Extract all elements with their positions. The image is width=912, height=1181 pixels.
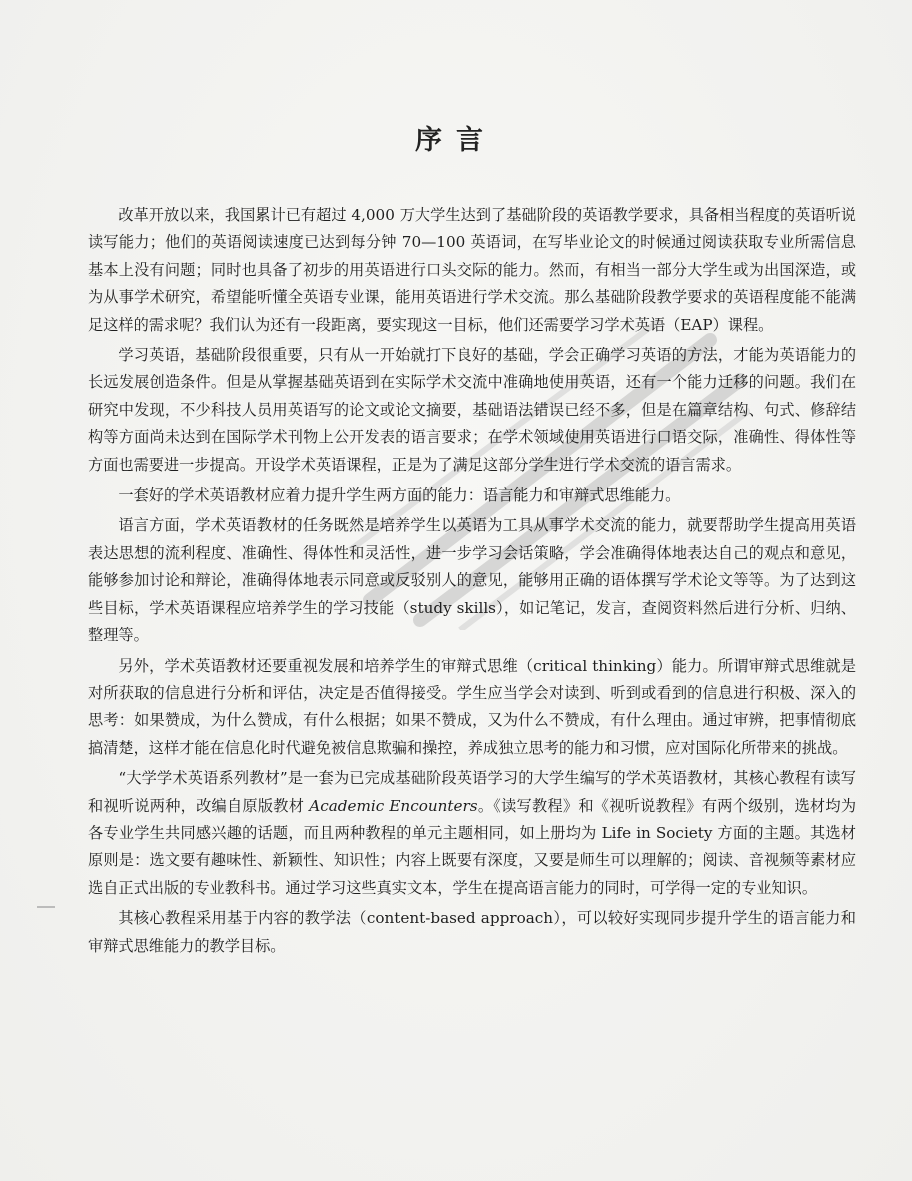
- paragraph: 改革开放以来，我国累计已有超过 4,000 万大学生达到了基础阶段的英语教学要求，具备相当程度的英语听说读写能力；他们的英语阅读速度已达到每分钟 70—100 英语词，在写毕业论文的时候通过阅读获取专业所需信息基本上没有问题；同时也具备了初步的用英语进行口头交际的能力。然而，有相当一部分大学生或为出国深造，或为从事学术研究，希望能听懂全英语专业课，能用英语进行学术交流。那么基础阶段教学要求的英语程度能不能满足这样的需求呢？我们认为还有一段距离，要实现这一目标，他们还需要学习学术英语（EAP）课程。: [88, 206, 856, 334]
- book-title-italic: Academic Encounters: [309, 796, 478, 815]
- paragraph: 另外，学术英语教材还要重视发展和培养学生的审辩式思维（critical thinking）能力。所谓审辩式思维就是对所获取的信息进行分析和评估，决定是否值得接受。学生应当学会对读到、听到或看到的信息进行积极、深入的思考：如果赞成，为什么赞成，有什么根据；如果不赞成，又为什么不赞成，有什么理由。通过审辨，把事情彻底搞清楚，这样才能在信息化时代避免被信息欺骗和操控，养成独立思考的能力和习惯，应对国际化所带来的挑战。: [88, 656, 856, 757]
- margin-mark: [37, 906, 55, 908]
- page-title: 序言: [415, 125, 497, 156]
- paragraph-text: “大学学术英语系列教材”是一套为已完成基础阶段英语学习的大学生编写的学术英语教材，其核心教程有读写和视听说两种，改编自原版教材: [88, 769, 856, 815]
- preface-body: [88, 202, 856, 960]
- paragraph: [88, 765, 856, 902]
- paragraph: 学习英语，基础阶段很重要，只有从一开始就打下良好的基础，学会正确学习英语的方法，才能为英语能力的长远发展创造条件。但是从掌握基础英语到在实际学术交流中准确地使用英语，还有一个能力迁移的问题。我们在研究中发现，不少科技人员用英语写的论文或论文摘要，基础语法错误已经不多，但是在篇章结构、句式、修辞结构等方面尚未达到在国际学术刊物上公开发表的语言要求；在学术领域使用英语进行口语交际，准确性、得体性等方面也需要进一步提高。开设学术英语课程，正是为了满足这部分学生进行学术交流的语言需求。: [88, 346, 856, 474]
- paragraph: 其核心教程采用基于内容的教学法（content-based approach），可以较好实现同步提升学生的语言能力和审辩式思维能力的教学目标。: [88, 909, 856, 955]
- paragraph-text: 。《读写教程》和《视听说教程》有两个级别，选材均为各专业学生共同感兴趣的话题，而且两种教程的单元主题相同，如上册均为 Life in Society 方面的主题。其选材原则是：选文要有趣味性、新颖性、知识性；内容上既要有深度，又要是师生可以理解的；阅读、音视频等素材应选自正式出版的专业教科书。通过学习这些真实文本，学生在提高语言能力的同时，可学得一定的专业知识。: [88, 796, 857, 897]
- paragraph: 语言方面，学术英语教材的任务既然是培养学生以英语为工具从事学术交流的能力，就要帮助学生提高用英语表达思想的流利程度、准确性、得体性和灵活性，进一步学习会话策略，学会准确得体地表达自己的观点和意见，能够参加讨论和辩论，准确得体地表示同意或反驳别人的意见，能够用正确的语体撰写学术论文等等。为了达到这些目标，学术英语课程应培养学生的学习技能（study skills），如记笔记，发言，查阅资料然后进行分析、归纳、整理等。: [88, 516, 856, 645]
- paragraph: 一套好的学术英语教材应着力提升学生两方面的能力：语言能力和审辩式思维能力。: [118, 486, 681, 505]
